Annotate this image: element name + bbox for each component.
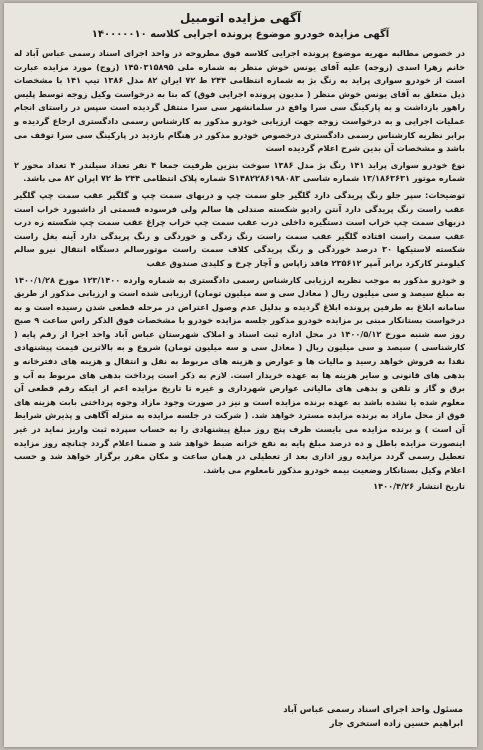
paragraph-auction-terms: و خودرو مذکور به موجب نظریه ارزیابی کارشناس رسمی دادگستری به شماره وارده ۱۲۳/۱۴۰۰ مورخ ۱۴۰۰/۱/۲۸ به مبلغ سیصد و سی میلیون ریال ( معادل سی و سه میلیون تومان) ارزیابی شده است و ارزیابی مذکور از طریق سامانه ابلاغ به طرفین پرونده ابلاغ گردیده و بدلیل عدم وصول اعتراض در مرحله قطعی شدن رسیده است و به درخواست بستانکار مبنی بر مزایده خودرو مذکور جلسه مزایده خودرو با مشخصات فوق الذکر راس ساعت ۹ صبح روز سه شنبه مورخ ۱۴۰۰/۵/۱۲ در محل اداره ثبت اسناد و املاک شهرستان عباس آباد واحد اجرا از رقم پایه ( کارشناسی ) سیصد و سی میلیون ریال ( معادل سی و سه میلیون تومان) شروع و به بالاترین قیمت پیشنهادی نقدا به فروش خواهد رسید و مالیات ها و عوارض و هزینه های مربوط به نقل و انتقال و هزینه های دفترخانه و بدهی های قانونی و سایر هزینه ها به عهده خریدار است. لازم به ذکر است پرداخت بدهی های مربوط به آب و برق و گاز و تلفن و بدهی های مالیاتی عوارض شهرداری و غیره تا تاریخ مزایده اعم از اینکه رقم قطعی آن معلوم شده یا نشده باشد به عهده برنده مزایده است و نیز در صورت وجود مازاد وجوه پرداختی بابت هزینه های فوق از محل مازاد به برنده مزایده مسترد خواهد شد. ( شرکت در جلسه مزایده به منزله آگاهی و پذیرش شرایط آن است ) و برنده مزایده می بایست ظرف پنج روز مبلغ پیشنهادی را به حساب سپرده ثبت واریز نماید در غیر اینصورت مزایده باطل و ده درصد مبلغ پایه به نفع خزانه ضبط خواهد شد و ضمنا اعلام گردد چنانچه روز مزایده تعطیل رسمی گردد مزایده روز اداری بعد از تعطیلی در همان ساعت و مکان مقرر برگزار خواهد شد و حسب اعلام وکیل بستانکار وضعیت بیمه خودرو مذکور نامعلوم می باشد. — [14, 274, 465, 475]
newspaper-clipping — [4, 3, 477, 747]
notice-subtitle: آگهی مزایده خودرو موضوع پرونده اجرایی کلاسه ۱۴۰۰۰۰۰۱۰ — [91, 29, 390, 40]
paragraph-intro: در خصوص مطالبه مهریه موضوع پرونده اجرایی کلاسه فوق مطروحه در واحد اجرای اسناد رسمی عباس آباد له خانم زهرا اسدی (زوجه) علیه آقای یونس خوش منظر به شماره ملی ۱۴۵۰۳۱۵۸۹۵ (زوج) مورد مزایده عبارت است از خودرو سواری پراید به رنگ بژ به شماره انتظامی ۲۴۴ ط ۷۲ ایران ۸۲ مدل ۱۳۸۶ تیپ ۱۴۱ با مشخصات ذیل متعلق به آقای یونس خوش منظر ( مدیون پرونده اجرایی فوق) که بنا به درخواست وکیل زوجه توسط پلیس راهور بازداشت و به پارکینگ سی سرا واقع در سلمانشهر سی سرا منتقل گردیده است سپس در راستای انجام عملیات اجرایی و به درخواست زوجه جهت ارزیابی خودرو مذکور به کارشناس رسمی دادگستری ارجاع گردیده و برابر نظریه کارشناس رسمی دادگستری درخصوص خودرو مذکور در هنگام بازدید در پارکینگ سی سرا توقف می باشد و مشخصات آن بدین شرح اعلام گردیده است — [14, 48, 465, 154]
publish-date: تاریخ انتشار ۱۴۰۰/۴/۲۶ — [373, 481, 465, 492]
paragraph-vehicle-specs: نوع خودرو سواری پراید ۱۴۱ رنگ بژ مدل ۱۳۸۶ سوخت بنزین ظرفیت جمعا ۴ نفر تعداد سیلندر ۴ تعداد محور ۲ شماره موتور ۱۳/۱۸۶۳۶۳۱ شماره شاسی S۱۴۸۲۲۸۶۱۹۸۰۸۳ شماره پلاک انتظامی ۲۴۴ ط ۷۲ ایران ۸۲ می باشد. — [14, 159, 465, 184]
notice-body — [14, 47, 465, 497]
signature-name: ابراهیم حسین زاده استخری جار — [329, 719, 463, 729]
signature-title: مسئول واحد اجرای اسناد رسمی عباس آباد — [283, 705, 463, 715]
signature-block — [283, 703, 463, 731]
notice-title: آگهی مزایده اتومبیل — [179, 11, 302, 25]
paragraph-vehicle-condition: توضیحات: سپر جلو رنگ پریدگی دارد گلگیر جلو سمت چپ و دربهای سمت چپ و گلگیر عقب سمت چپ گلگیر عقب راست رنگ پریدگی دارد آنتن رادیو شکسته صندلی ها سالم ولی فرسوده قسمتی از داشبورد خراب است دربهای سمت چپ خراب است دستگیره داخلی درب عقب سمت چپ خراب چراغ عقب سمت چپ شکسته زه درب عقب سمت راست افتاده گلگیر عقب سمت راست رنگ زدگی و خوردگی و رنگ پریدگی دارد آینه بغل راست شکسته لاستیکها ۳۰ درصد خوردگی و رنگ پریدگی کلاف سمت راست موتورسالم دستگاه انتقال نیرو سالم کیلومتر کارکرد برابر آمپر ۲۳۵۶۱۲ فاقد زاپاس و آچار چرخ و کلیدی صندوق عقب — [14, 189, 465, 268]
